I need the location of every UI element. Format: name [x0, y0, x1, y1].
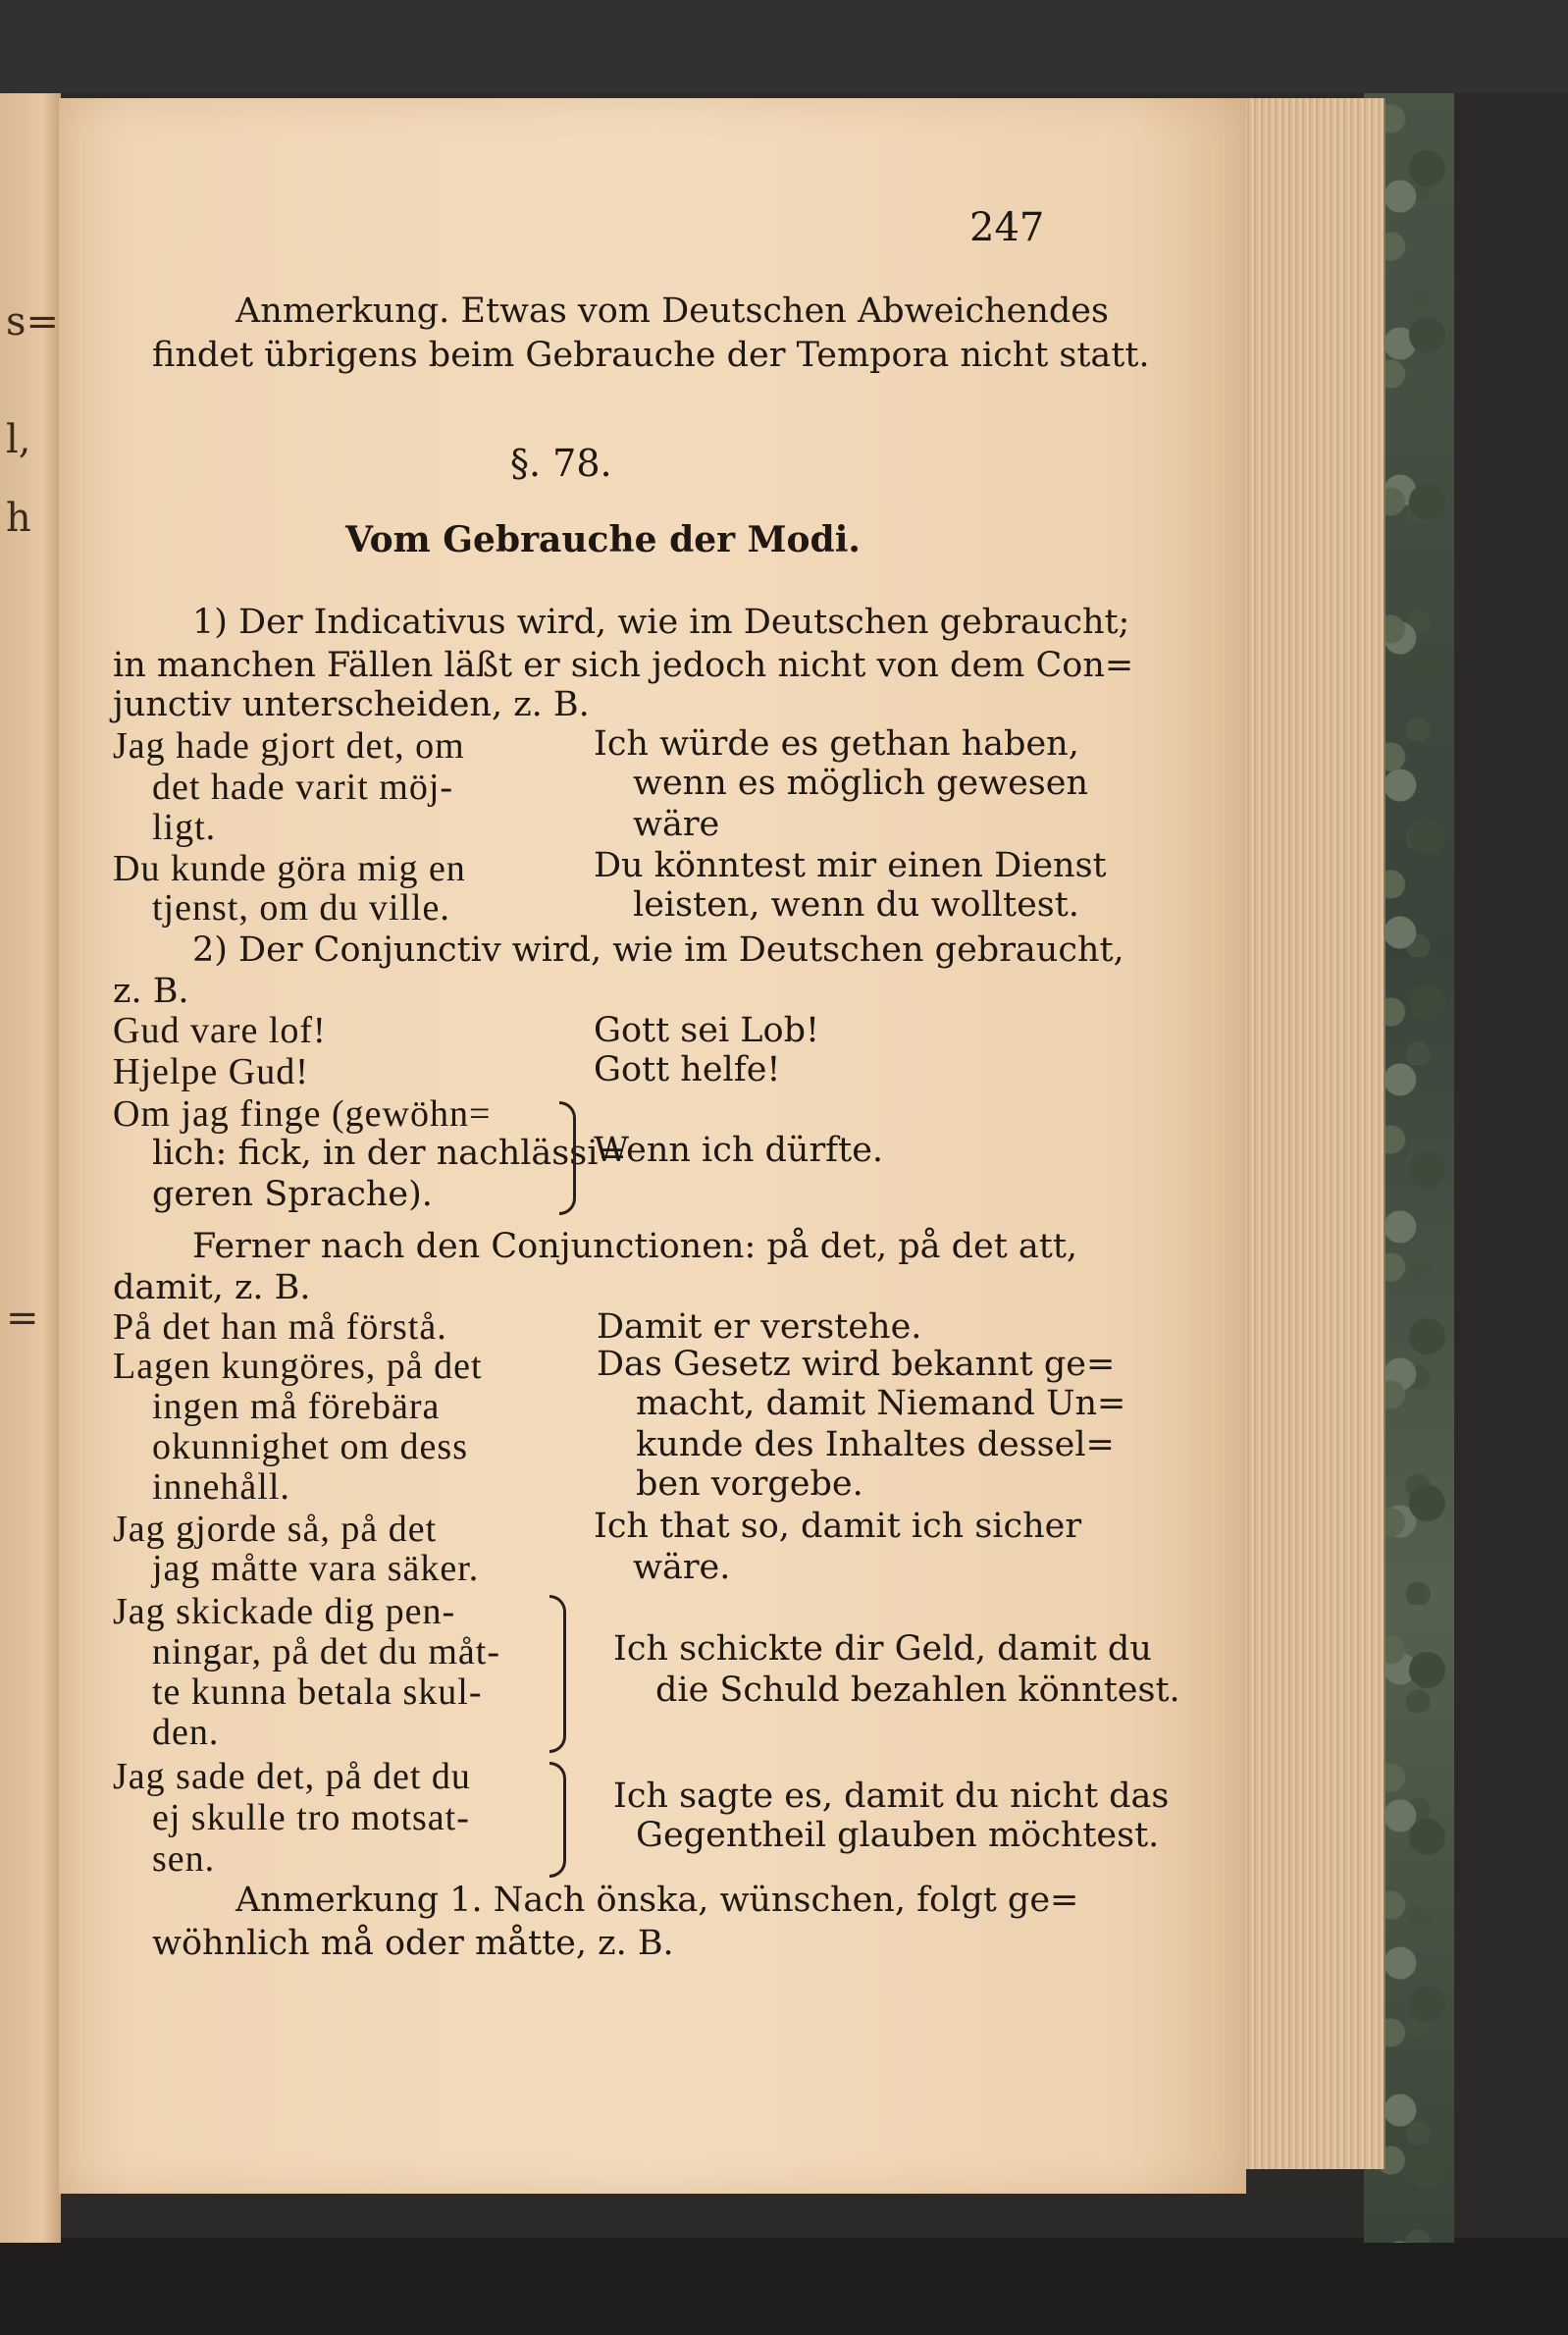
swedish-example: Lagen kungöres, på det: [113, 1346, 483, 1387]
swedish-example: lich: fick, in der nachlässi=: [152, 1134, 627, 1173]
paragraph-line: junctiv unterscheiden, z. B.: [113, 685, 590, 724]
german-translation: Das Gesetz wird bekannt ge=: [597, 1345, 1116, 1384]
swedish-example: Jag sade det, på det du: [113, 1756, 471, 1797]
german-translation: Wenn ich dürfte.: [594, 1131, 884, 1170]
note-line: wöhnlich må oder måtte, z. B.: [152, 1924, 674, 1963]
german-translation: ben vorgebe.: [636, 1464, 863, 1504]
brace: [559, 1101, 576, 1215]
paragraph-line: z. B.: [113, 972, 189, 1011]
section-number: §. 78.: [510, 442, 612, 485]
swedish-example: Jag hade gjort det, om: [113, 725, 465, 767]
left-page-fragments: [6, 93, 60, 2243]
left-fragment: s=: [6, 299, 60, 345]
swedish-example: te kunna betala skul-: [152, 1672, 483, 1713]
german-translation: wenn es möglich gewesen: [633, 764, 1089, 803]
swedish-example: det hade varit möj-: [152, 767, 454, 808]
left-fragment: =: [6, 1296, 39, 1341]
german-translation: Ich schickte dir Geld, damit du: [613, 1629, 1152, 1669]
swedish-example: sen.: [152, 1838, 216, 1880]
swedish-example: okunnighet om dess: [152, 1426, 468, 1467]
section-heading: Vom Gebrauche der Modi.: [345, 519, 861, 560]
paragraph-line: 2) Der Conjunctiv wird, wie im Deutschen gebraucht,: [192, 930, 1124, 970]
german-translation: Damit er verstehe.: [597, 1307, 922, 1347]
swedish-example: jag måtte vara säker.: [152, 1548, 480, 1589]
backdrop-bottom: [0, 2238, 1568, 2335]
german-translation: kunde des Inhaltes dessel=: [636, 1425, 1115, 1464]
page-block-edges: [1236, 98, 1385, 2169]
swedish-example: ingen må förebära: [152, 1386, 441, 1427]
german-translation: leisten, wenn du wolltest.: [633, 885, 1079, 925]
swedish-example: tjenst, om du ville.: [152, 887, 450, 929]
paragraph-line: damit, z. B.: [113, 1268, 311, 1307]
backdrop-top: [0, 0, 1568, 93]
swedish-example: geren Sprache).: [152, 1175, 433, 1214]
swedish-example: Du kunde göra mig en: [113, 848, 466, 889]
left-fragment: h: [6, 496, 31, 541]
note-line: findet übrigens beim Gebrauche der Tempora nicht statt.: [152, 336, 1150, 375]
german-translation: Gott helfe!: [594, 1050, 781, 1089]
swedish-example: På det han må förstå.: [113, 1306, 447, 1348]
left-fragment: l,: [6, 417, 31, 462]
swedish-example: ligt.: [152, 807, 217, 848]
paragraph-line: Ferner nach den Conjunctionen: på det, på det att,: [192, 1227, 1078, 1266]
swedish-example: Gud vare lof!: [113, 1010, 327, 1051]
german-translation: Ich that so, damit ich sicher: [594, 1507, 1082, 1546]
german-translation: Du könntest mir einen Dienst: [594, 846, 1107, 885]
german-translation: die Schuld bezahlen könntest.: [655, 1671, 1180, 1710]
swedish-example: ej skulle tro motsat-: [152, 1797, 470, 1838]
german-translation: wäre: [633, 805, 720, 844]
german-translation: wäre.: [633, 1548, 731, 1587]
swedish-example: Jag skickade dig pen-: [113, 1591, 456, 1632]
note-line: Anmerkung 1. Nach önska, wünschen, folgt ge=: [235, 1881, 1079, 1920]
brace: [549, 1595, 566, 1753]
german-translation: macht, damit Niemand Un=: [636, 1384, 1126, 1423]
note-line: Anmerkung. Etwas vom Deutschen Abweichendes: [235, 292, 1109, 331]
german-translation: Gott sei Lob!: [594, 1011, 820, 1050]
swedish-example: den.: [152, 1712, 220, 1753]
left-page-edge: [0, 93, 61, 2243]
german-translation: Gegentheil glauben möchtest.: [636, 1816, 1160, 1855]
german-translation: Ich sagte es, damit du nicht das: [613, 1777, 1170, 1816]
page-number: 247: [969, 205, 1045, 250]
swedish-example: innehåll.: [152, 1466, 290, 1508]
swedish-example: Jag gjorde så, på det: [113, 1509, 438, 1550]
brace: [549, 1762, 566, 1878]
paragraph-line: in manchen Fällen läßt er sich jedoch nicht von dem Con=: [113, 646, 1134, 685]
swedish-example: Om jag finge (gewöhn=: [113, 1093, 492, 1135]
swedish-example: ningar, på det du måt-: [152, 1631, 500, 1672]
german-translation: Ich würde es gethan haben,: [594, 724, 1079, 764]
paragraph-line: 1) Der Indicativus wird, wie im Deutschen gebraucht;: [192, 603, 1130, 642]
swedish-example: Hjelpe Gud!: [113, 1051, 309, 1092]
